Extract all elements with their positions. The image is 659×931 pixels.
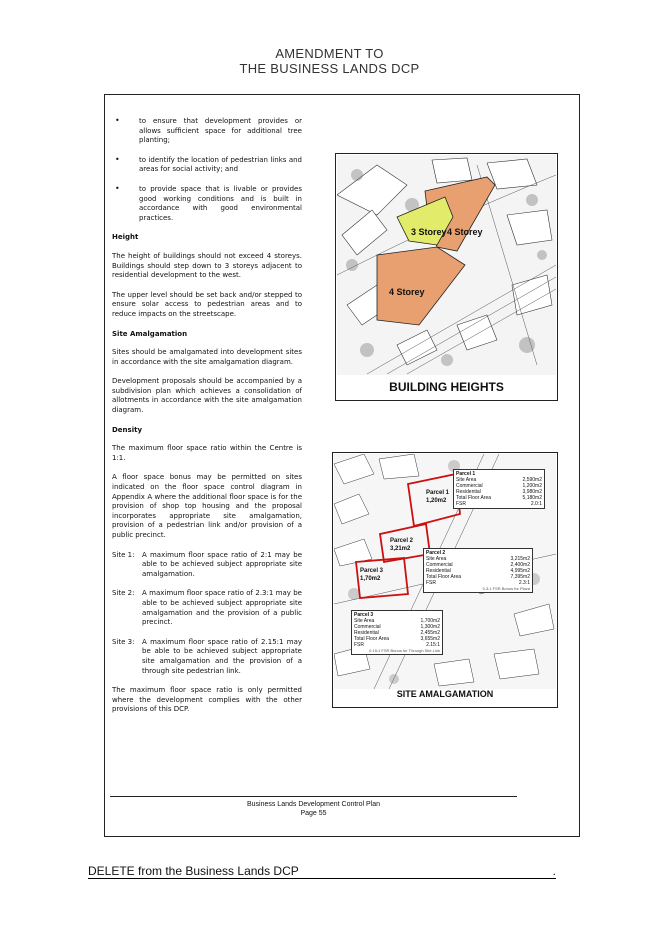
amalgamation-paragraph-1: Sites should be amalgamated into development sites in accordance with the site amalgamation diagram. <box>112 348 302 366</box>
delete-text: DELETE from the Business Lands DCP <box>88 864 299 878</box>
density-paragraph-1: The maximum floor space ratio within the Centre is 1:1. <box>112 444 302 462</box>
row-value: 2.15:1 <box>426 642 440 648</box>
row-label: FSR <box>426 580 436 586</box>
site-item <box>112 551 302 580</box>
row-value: 1,200m2 <box>522 483 542 489</box>
bullet-dot: • <box>115 154 120 164</box>
site-item <box>112 589 302 627</box>
height-paragraph-1: The height of buildings should not exceed 4 storeys. Buildings should step down to 3 storeys adjacent to residential development to the west. <box>112 251 302 280</box>
page-header <box>0 46 659 76</box>
row-label: Site Area <box>456 477 477 483</box>
parcel-title: Parcel 2 <box>426 550 446 556</box>
row-value: 2.3:1 <box>518 580 530 586</box>
row-label: Site Area <box>426 556 447 562</box>
row-label: Residential <box>426 568 451 574</box>
bullet-text: to identify the location of pedestrian links and areas for social activity; and <box>139 155 302 174</box>
map-label: 1,70m2 <box>360 576 381 582</box>
bullet-item <box>112 156 302 175</box>
row-value: 2,590m2 <box>522 477 542 483</box>
row-value: 5,180m2 <box>522 495 542 501</box>
amalgamation-heading: Site Amalgamation <box>112 329 188 338</box>
bullet-item <box>112 185 302 223</box>
bullet-item <box>112 117 302 146</box>
delete-instruction <box>88 864 556 879</box>
map-label: 1,20m2 <box>426 498 447 504</box>
site-text: A maximum floor space ratio of 2.3:1 may be able to be achieved subject appropriate site amalgamation and the provision of a public precinct. <box>142 589 302 627</box>
row-label: FSR <box>354 642 364 648</box>
amalgamation-paragraph-2: Development proposals should be accompanied by a subdivision plan which achieves a consolidation of allotments in accordance with the site amalgamation diagram. <box>112 377 302 415</box>
row-label: Residential <box>456 489 481 495</box>
table-row <box>456 501 542 507</box>
bullet-dot: • <box>115 183 120 193</box>
page-footer <box>110 796 517 818</box>
delete-dot: . <box>552 864 556 878</box>
site-amalgamation-caption: SITE AMALGAMATION <box>396 689 494 699</box>
density-heading: Density <box>112 425 143 434</box>
density-paragraph-3: The maximum floor space ratio is only permitted where the development complies with the other provisions of this DCP. <box>112 686 302 714</box>
site-label: Site 3: <box>112 637 135 646</box>
row-value: 3,215m2 <box>510 556 530 562</box>
site-label: Site 2: <box>112 589 135 598</box>
four-storey-label-bottom: 4 Storey <box>389 287 425 297</box>
row-label: Total Floor Area <box>456 495 492 501</box>
row-label: Total Floor Area <box>354 636 390 642</box>
header-line-1: AMENDMENT TO <box>275 46 384 61</box>
row-label: Commercial <box>354 624 381 630</box>
map-label: Parcel 2 <box>390 538 414 544</box>
row-label: Site Area <box>354 618 375 624</box>
row-value: 7,395m2 <box>510 574 530 580</box>
site-label: Site 1: <box>112 550 135 559</box>
text-column <box>112 117 302 725</box>
parcel-1-table <box>453 469 545 509</box>
parcel-2-table <box>423 548 533 593</box>
parcel-title: Parcel 1 <box>456 471 476 477</box>
map-label: Parcel 3 <box>360 568 384 574</box>
header-line-2: THE BUSINESS LANDS DCP <box>239 61 420 76</box>
row-value: 3,980m2 <box>522 489 542 495</box>
building-heights-map <box>337 155 556 375</box>
row-value: 2,400m2 <box>510 562 530 568</box>
site-text: A maximum floor space ratio of 2.15:1 may be able to be achieved subject appropriate site amalgamation and the provision of a through site pedestrian link. <box>142 637 302 675</box>
footer-title: Business Lands Development Control Plan <box>246 801 381 808</box>
row-label: Total Floor Area <box>426 574 462 580</box>
page-number: Page 55 <box>300 810 327 817</box>
parcel-note: 0.15:1 FSR Bonus for Through Site Link <box>369 648 440 653</box>
row-value: 3,655m2 <box>420 636 440 642</box>
four-storey-label-top: 4 Storey <box>447 227 483 237</box>
parcel-note: 0.3:1 FSR Bonus for Plaza <box>482 586 530 591</box>
row-value: 2,455m2 <box>420 630 440 636</box>
row-value: 2.0:1 <box>530 501 542 507</box>
row-label: Commercial <box>426 562 453 568</box>
site-item <box>112 638 302 676</box>
bullet-text: to ensure that development provides or allows sufficient space for additional tree planting; <box>139 117 302 145</box>
row-value: 4,995m2 <box>510 568 530 574</box>
three-storey-label: 3 Storey <box>411 227 447 237</box>
site-text: A maximum floor space ratio of 2:1 may be able to be achieved subject appropriate site amalgamation. <box>142 550 302 578</box>
height-heading: Height <box>112 233 139 242</box>
row-label: FSR <box>456 501 466 507</box>
height-paragraph-2: The upper level should be set back and/or stepped to ensure solar access to pedestrian areas and to reduce impacts on the streetscape. <box>112 290 302 318</box>
map-label: 3,21m2 <box>390 546 411 552</box>
row-value: 1,700m2 <box>420 618 440 624</box>
site-amalgamation-figure <box>332 452 558 708</box>
building-heights-figure <box>335 153 558 401</box>
row-label: Residential <box>354 630 379 636</box>
parcel-3-table <box>351 610 443 655</box>
row-value: 1,300m2 <box>420 624 440 630</box>
bullet-text: to provide space that is livable or provides good working conditions and is built in accordance with good environmental practices. <box>139 184 302 222</box>
building-heights-caption: BUILDING HEIGHTS <box>389 380 504 394</box>
bullet-dot: • <box>115 116 120 125</box>
row-label: Commercial <box>456 483 483 489</box>
parcel-title: Parcel 3 <box>354 612 374 618</box>
density-paragraph-2: A floor space bonus may be permitted on sites indicated on the floor space control diagram in Appendix A where the additional floor space is for the provision of shop top housing and the proposal incorporates appropriate site amalgamation, provision of a pedestrian link and/or provision of a public precinct. <box>112 473 302 539</box>
map-label: Parcel 1 <box>426 490 450 496</box>
